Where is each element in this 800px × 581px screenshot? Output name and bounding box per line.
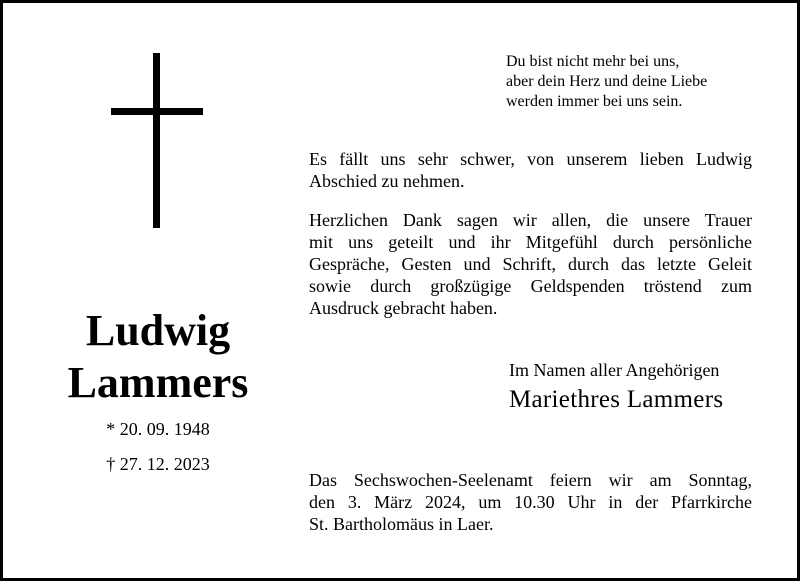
- death-date: † 27. 12. 2023: [106, 454, 210, 474]
- thanks-line: Herzlichen Dank sagen wir allen, die unsere Trauer: [309, 210, 752, 230]
- cross-vertical-bar: [153, 53, 160, 228]
- farewell-line: Es fällt uns sehr schwer, von unserem lieben Ludwig: [309, 149, 752, 169]
- poem-line: Du bist nicht mehr bei uns,: [506, 53, 680, 70]
- birth-date: * 20. 09. 1948: [106, 419, 210, 439]
- memorial-poem: [506, 52, 707, 112]
- deceased-last-name: Lammers: [67, 358, 249, 407]
- thanks-line: sowie durch großzügige Geldspenden tröstend zum: [309, 276, 752, 296]
- signature-name: Mariethres Lammers: [509, 386, 724, 413]
- cross-horizontal-bar: [111, 108, 203, 115]
- poem-line: aber dein Herz und deine Liebe: [506, 73, 708, 90]
- poem-line: werden immer bei uns sein.: [506, 93, 683, 110]
- mass-announcement: [309, 469, 752, 535]
- thanks-line: Ausdruck gebracht haben.: [309, 298, 498, 318]
- thanks-line: mit uns geteilt und ihr Mitgefühl durch persönliche: [309, 232, 752, 252]
- thanks-paragraph: [309, 209, 752, 319]
- mass-line: den 3. März 2024, um 10.30 Uhr in der Pfarrkirche: [309, 492, 752, 512]
- mass-line: Das Sechswochen-Seelenamt feiern wir am Sonntag,: [309, 470, 752, 490]
- farewell-paragraph: [309, 148, 752, 192]
- signature-intro: Im Namen aller Angehörigen: [509, 360, 720, 380]
- farewell-line: Abschied zu nehmen.: [309, 171, 465, 191]
- thanks-line: Gespräche, Gesten und Schrift, durch das letzte Geleit: [309, 254, 752, 274]
- deceased-first-name: Ludwig: [85, 306, 231, 355]
- mass-line: St. Bartholomäus in Laer.: [309, 514, 494, 534]
